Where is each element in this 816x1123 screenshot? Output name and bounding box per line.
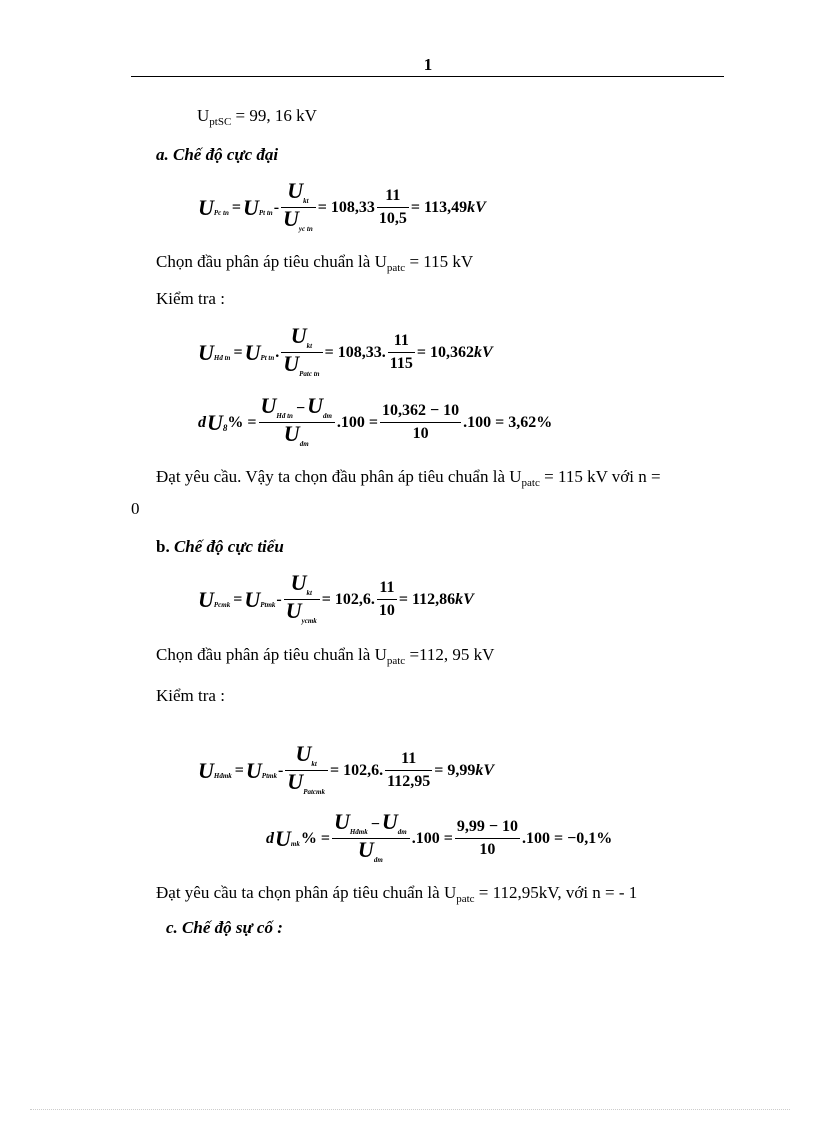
equation-min-voltage: U Pcmk = U Ptmk - U kt U ycmk = 102,6. $\frac{11}{10}$ = 112,86 kV [198, 570, 474, 625]
equation-dU-max: d U 8 % = U Hđ tn − U dm U dm .100 = $\frac{10,362 - 10}{10}$ .100 = 3,62% [198, 393, 553, 448]
header-rule [131, 76, 724, 77]
result-max-line2: 0 [131, 499, 140, 518]
check-label-max: Kiểm tra : [156, 289, 225, 308]
check-label-min: Kiểm tra : [156, 686, 225, 705]
section-c-heading: c. Chế độ sự cố : [166, 918, 283, 937]
uptsc-line: $U_{ptSC} = 99$, 16 kV [197, 106, 317, 128]
choose-tap-max: Chọn đầu phân áp tiêu chuẩn là $U_{patc} = 115$ kV [156, 252, 474, 274]
equation-dU-min: d U mk % = U Hđmk − U dm U dm .100 = $\frac{9,99 - 10}{10}$ .100 = −0,1% [266, 809, 613, 864]
page-number: 1 [423, 55, 433, 74]
section-a-heading: a. Chế độ cực đại [156, 145, 279, 164]
equation-check-min: U Hđmk = U Ptmk - U kt U Patcmk = 102,6. $\frac{11}{112,95}$ = 9,99 kV [198, 741, 495, 796]
result-min: Đạt yêu cầu ta chọn phân áp tiêu chuẩn là $U_{patc} = 112,95kV$, với n = - 1 [156, 883, 638, 905]
choose-tap-min: Chọn đầu phân áp tiêu chuẩn là $U_{patc} =112$, 95 kV [156, 645, 495, 667]
section-b-heading: b. Chế độ cực tiểu [156, 537, 284, 556]
equation-max-voltage: U Pc tn = U Pt tn - U kt U yc tn = 108,33 $\frac{11}{10,5}$ = 113,49 kV [198, 178, 486, 233]
equation-check-max: U Hđ tn = U Pt tn . U kt U Patc tn = 108,33. $\frac{11}{115}$ = 10,362 kV [198, 323, 493, 378]
page-bottom-divider [30, 1109, 790, 1110]
result-max-line1: Đạt yêu cầu. Vậy ta chọn đầu phân áp tiêu chuẩn là $U_{patc} = 115$ kV với n = [156, 467, 661, 489]
